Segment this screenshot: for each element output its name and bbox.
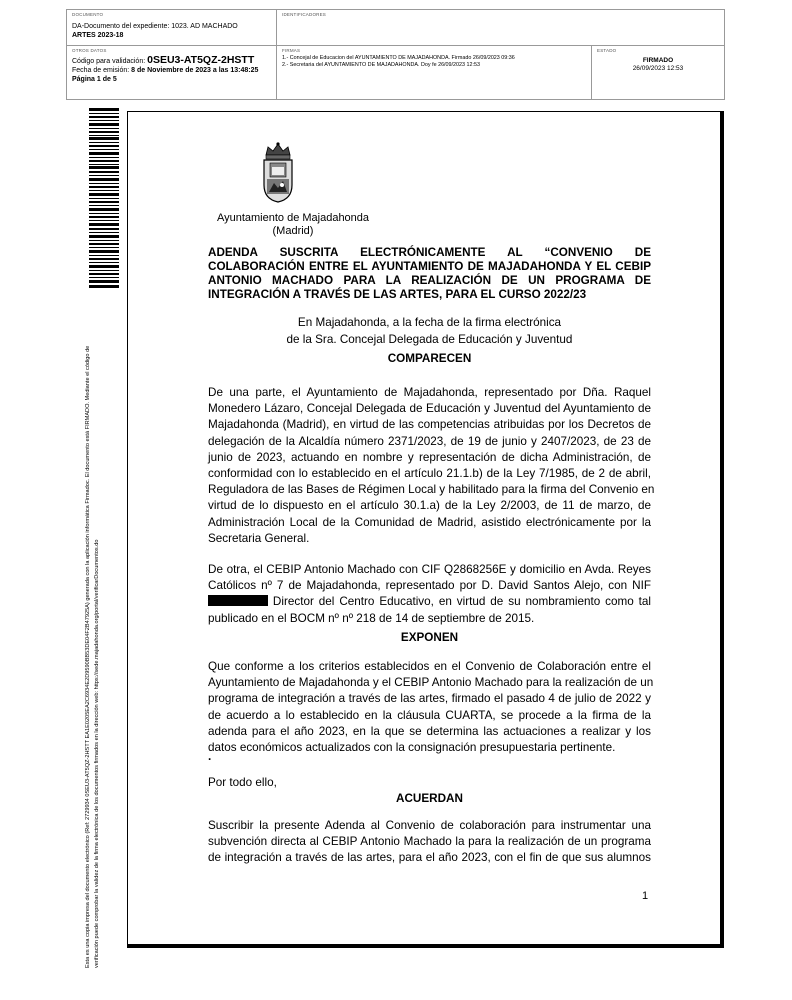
heading-exponen: EXPONEN <box>400 631 459 644</box>
signature-1: 1.- Concejal de Educacion del AYUNTAMIENTO DE MAJADAHONDA. Firmado 26/09/2023 09:36 <box>282 55 515 61</box>
para1-line: junio de 2023, actuando en nombre y representación de dicha Administración, de <box>208 450 651 464</box>
barcode-icon <box>89 108 119 288</box>
por-todo-ello: Por todo ello, <box>208 776 277 789</box>
paragraph-exponen <box>208 659 654 756</box>
para1-line: De una parte, el Ayuntamiento de Majadahonda, representado por Dña. Raquel <box>208 386 651 399</box>
para4-line: subvención directa al CEBIP Antonio Machado la para la realización de un programa <box>208 835 651 849</box>
para2-line-2: Católicos nº 7 de Majadahonda, representado por D. David Santos Alejo, con NIF <box>208 579 651 593</box>
para2-line-3-wrap <box>208 594 651 610</box>
redacted-nif <box>208 595 268 606</box>
document-metadata-header <box>66 9 725 100</box>
para1-line: conformidad con lo establecido en el artículo 21.1.b) de la Ley 7/1985, de 2 de abril, <box>208 467 651 481</box>
para2-line-3: Director del Centro Educativo, en virtud de su nombramiento como tal <box>268 595 651 609</box>
estado-date: 26/09/2023 12:53 <box>632 65 684 72</box>
document-title-line-3: ANTONIO MACHADO PARA LA REALIZACIÓN DE UN PROGRAMA DE <box>208 274 651 287</box>
para2-line-1: De otra, el CEBIP Antonio Machado con CIF Q2868256E y domicilio en Avda. Reyes <box>208 563 651 576</box>
paragraph-parties-2 <box>208 562 651 627</box>
para3-line: Que conforme a los criterios establecidos en el Convenio de Colaboración entre el <box>208 660 651 673</box>
para1-line: Majadahonda (Madrid), en virtud de las competencias atribuidas por los Decretos de <box>208 418 651 432</box>
estado-cell <box>592 46 724 100</box>
otros-datos-label: OTROS DATOS <box>72 48 107 53</box>
para4-line: de integración a través de las artes, para el año 2023, con el fin de que sus alumnos <box>208 851 651 865</box>
emission-prefix: Fecha de emisión: <box>72 67 132 74</box>
para1-line: delegación de la Alcaldía número 2371/2023, de 19 de junio y 2407/2023, de 23 de <box>208 434 651 448</box>
para3-line: adenda para el año 2023, en la que se determina las actuaciones a realizar y los <box>208 724 651 738</box>
emission-date: 8 de Noviembre de 2023 a las 13:48:25 <box>131 67 259 74</box>
document-title-line-4: INTEGRACIÓN A TRAVÉS DE LAS ARTES, PARA EL CURSO 2022/23 <box>208 288 587 301</box>
identificadores-label: IDENTIFICADORES <box>282 12 327 17</box>
documento-value-line1: DA-Documento del expediente: 1023. AD MACHADO <box>72 23 238 30</box>
bullet-mark: · <box>208 753 212 766</box>
firmas-cell <box>277 46 592 100</box>
document-title-line-2: COLABORACIÓN ENTRE EL AYUNTAMIENTO DE MAJADAHONDA Y EL CEBIP <box>208 260 651 273</box>
para1-line: Reguladora de las Bases de Régimen Local y habilitado para la firma del Convenio en <box>208 483 655 497</box>
para4-line: Suscribir la presente Adenda al Convenio de colaboración para instrumentar una <box>208 819 651 832</box>
para1-line: Monedero Lázaro, Concejal Delegada de Educación y Juventud del Ayuntamiento de <box>208 402 651 416</box>
municipality-region: (Madrid) <box>272 225 314 237</box>
municipality-letterhead <box>208 212 378 238</box>
municipality-name: Ayuntamiento de Majadahonda <box>216 212 370 224</box>
validation-prefix: Código para validación: <box>72 58 148 65</box>
identificadores-cell <box>277 10 724 46</box>
para1-line: virtud de lo dispuesto en el artículo 30.1.a) de la Ley 2/2003, de 11 de marzo, de <box>208 499 651 513</box>
para3-line: Ayuntamiento de Majadahonda y el CEBIP Antonio Machado para la realización de un <box>208 676 654 690</box>
para3-line: programa de integración a través de las artes, firmado el pasado 4 de julio de 2022 y <box>208 692 651 706</box>
para1-line: Secretaria General. <box>208 531 310 545</box>
documento-value-line2: ARTES 2023-18 <box>72 32 124 39</box>
signature-2: 2.- Secretaria del AYUNTAMIENTO DE MAJADAHONDA. Doy fe 26/09/2023 12:53 <box>282 62 481 68</box>
heading-comparecen: COMPARECEN <box>387 352 472 365</box>
validation-code: 0SEU3-AT5QZ-2HSTT <box>147 54 255 66</box>
verification-line-2: verificación puede comprobar la validez de la firma electrónica de los documentos firmados en la dirección web: https://sede.majadahonda.org/portal/verificarDocumentos.do <box>94 539 100 968</box>
otros-datos-cell <box>67 46 277 100</box>
heading-acuerdan: ACUERDAN <box>396 792 463 805</box>
documento-label: DOCUMENTO <box>72 12 104 17</box>
municipal-crest-icon <box>258 141 298 203</box>
page-count: Página 1 de 5 <box>72 76 117 83</box>
document-title-line-1: ADENDA SUSCRITA ELECTRÓNICAMENTE AL “CONVENIO DE <box>208 246 651 259</box>
place-date-line-1: En Majadahonda, a la fecha de la firma electrónica <box>297 316 562 329</box>
verification-line-1: Esta es una copia impresa del documento electrónico (Ref: 2729934 0SEU3-AT5QZ-2HSTT EA1E0205EA2C6934E2D9590BB53DE04F2B47925A) generada con la aplicación informática Firmadoc. El documento está FIRMADO. Mediante el código de <box>85 345 91 968</box>
para2-line-4: publicado en el BOCM nº nº 218 de 14 de septiembre de 2015. <box>208 611 535 625</box>
documento-cell <box>67 10 277 46</box>
estado-label: ESTADO <box>597 48 617 53</box>
estado-value: FIRMADO <box>642 57 674 64</box>
para3-line: datos económicos actualizados con la consignación presupuestaria pertinente. <box>208 741 616 755</box>
para3-line: de acuerdo a lo establecido en la cláusula CUARTA, se procede a la firma de la <box>208 708 651 722</box>
verification-side-text <box>84 288 102 968</box>
paragraph-parties-1 <box>208 385 655 547</box>
place-date-line-2: de la Sra. Concejal Delegada de Educación y Juventud <box>286 333 573 346</box>
page-number: 1 <box>642 890 649 902</box>
firmas-label: FIRMAS <box>282 48 301 53</box>
paragraph-acuerdan <box>208 818 651 867</box>
para1-line: Administración Local de la Comunidad de Madrid, asistido electrónicamente por la <box>208 515 651 529</box>
